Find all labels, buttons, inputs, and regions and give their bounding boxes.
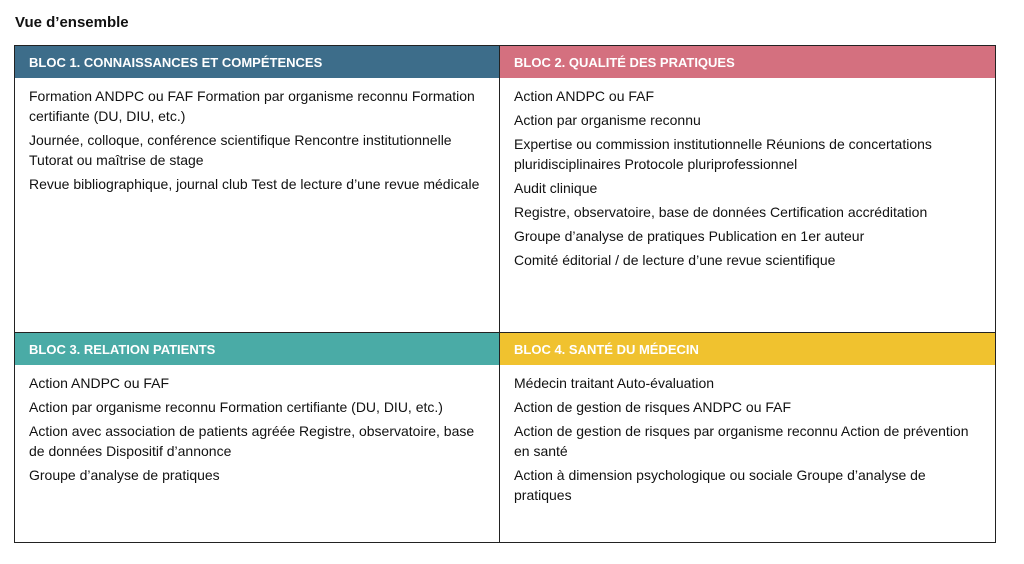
bloc-1-item: Formation ANDPC ou FAF Formation par organisme reconnu Formation certifiante (DU, DIU, etc.) [29,88,475,124]
bloc-3-header: BLOC 3. RELATION PATIENTS [15,333,499,365]
bloc-2-items [500,78,995,270]
bloc-4 [500,333,995,542]
bloc-2-item: Action par organisme reconnu [514,112,701,128]
bloc-4-item: Action de gestion de risques par organisme reconnu Action de prévention en santé [514,423,969,459]
bloc-2-header: BLOC 2. QUALITÉ DES PRATIQUES [500,46,995,78]
bloc-1-item: Revue bibliographique, journal club Test de lecture d’une revue médicale [29,176,480,192]
bloc-2 [500,46,995,333]
bloc-3-item: Groupe d’analyse de pratiques [29,467,220,483]
bloc-2-item: Expertise ou commission institutionnelle Réunions de concertations pluridisciplinaires Protocole pluriprofessionnel [514,136,932,172]
bloc-1-item: Journée, colloque, conférence scientifique Rencontre institutionnelle Tutorat ou maîtrise de stage [29,132,452,168]
bloc-4-items [500,365,995,505]
bloc-3-item: Action avec association de patients agréée Registre, observatoire, base de données Dispositif d’annonce [29,423,475,459]
bloc-3-items [15,365,499,485]
bloc-3-item: Action par organisme reconnu Formation certifiante (DU, DIU, etc.) [29,399,443,415]
bloc-4-header: BLOC 4. SANTÉ DU MÉDECIN [500,333,995,365]
bloc-1 [15,46,500,333]
bloc-3 [15,333,500,542]
bloc-3-item: Action ANDPC ou FAF [29,375,170,391]
bloc-2-item: Groupe d’analyse de pratiques Publication en 1er auteur [514,228,865,244]
bloc-2-item: Registre, observatoire, base de données Certification accréditation [514,204,928,220]
bloc-2-item: Comité éditorial / de lecture d’une revue scientifique [514,252,836,268]
bloc-2-item: Action ANDPC ou FAF [514,88,655,104]
bloc-1-items [15,78,499,194]
bloc-4-item: Médecin traitant Auto-évaluation [514,375,715,391]
bloc-4-item: Action de gestion de risques ANDPC ou FAF [514,399,792,415]
page-title: Vue d’ensemble [15,14,129,31]
bloc-4-item: Action à dimension psychologique ou sociale Groupe d’analyse de pratiques [514,467,926,503]
bloc-2-item: Audit clinique [514,180,598,196]
overview-grid [14,45,996,543]
bloc-1-header: BLOC 1. CONNAISSANCES ET COMPÉTENCES [15,46,499,78]
